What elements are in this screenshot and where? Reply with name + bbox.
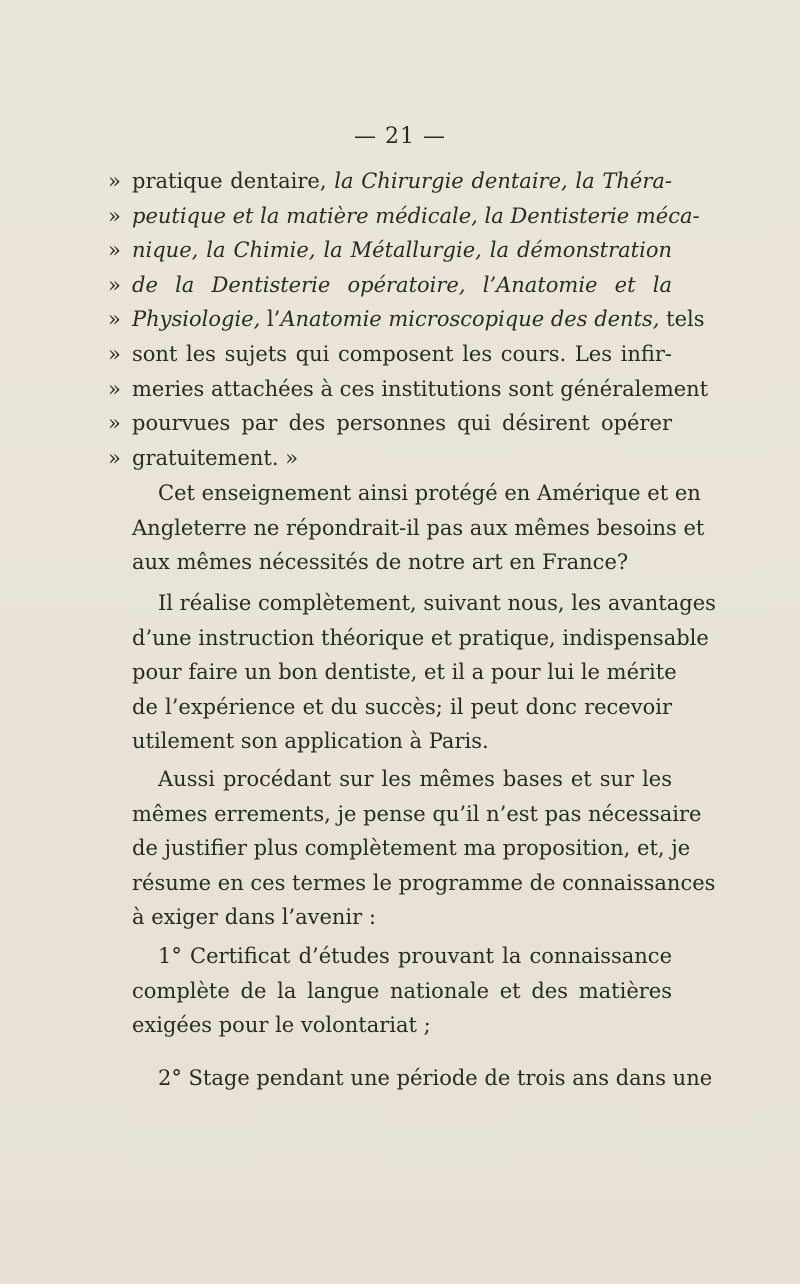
paragraph-line: pour faire un bon dentiste, et il a pour lui le mérite [132, 660, 677, 685]
paragraph-line: résume en ces termes le programme de connaissances [132, 870, 716, 895]
quote-line [108, 270, 672, 300]
paragraph-line: Angleterre ne répondrait-il pas aux mêmes besoins et [132, 515, 705, 540]
italic-title: Physiologie, [132, 307, 267, 332]
quote-mark: » [108, 411, 121, 436]
paragraph-line: utilement son application à Paris. [132, 729, 489, 754]
paragraph-line: d’une instruction théorique et pratique, indispensable [132, 625, 709, 650]
quote-line: » pratique dentaire, la Chirurgie dentaire, la Théra- [132, 166, 672, 196]
quote-line: » sont les sujets qui composent les cours. Les infir- [132, 339, 672, 369]
italic-title: peutique et la matière médicale, la Dentisterie méca- [132, 203, 700, 228]
quote-line: » pourvues par des personnes qui désirent opérer [132, 408, 672, 438]
paragraph-line: de justifier plus complètement ma proposition, et, je [132, 836, 691, 861]
paragraph-line: 2° Stage pendant une période de trois ans dans une [158, 1066, 713, 1090]
paragraph-line: exigées pour le volontariat ; [132, 1013, 431, 1038]
quote-line [108, 235, 672, 265]
quote-mark: » [108, 307, 121, 332]
italic-title: de la Dentisterie opératoire, l’Anatomie et la [132, 272, 672, 297]
quote-line: » Physiologie, l’Anatomie microscopique des dents, tels [132, 304, 672, 334]
italic-title: nique, la Chimie, la Métallurgie, la démonstration [132, 238, 672, 263]
paragraph-line: Il réalise complètement, suivant nous, les avantages [158, 591, 716, 615]
quote-line: » meries attachées à ces institutions sont généralement [132, 374, 672, 404]
quote-mark: » [108, 342, 121, 366]
quote-mark: » [108, 445, 121, 470]
quote-mark: » [108, 169, 121, 193]
paragraph-line: complète de la langue nationale et des matières [132, 978, 672, 1003]
paragraph-line: Aussi procédant sur les mêmes bases et sur les [158, 767, 672, 791]
paragraph-line: aux mêmes nécessités de notre art en France? [132, 550, 629, 575]
paragraph-line: à exiger dans l’avenir : [132, 905, 376, 930]
quote-mark: » [108, 376, 121, 401]
paragraph-line: 1° Certificat d’études prouvant la connaissance [158, 944, 672, 968]
paragraph-line: mêmes errements, je pense qu’il n’est pas nécessaire [132, 801, 702, 826]
italic-title: la Chirurgie dentaire, la Théra- [334, 169, 672, 193]
quote-mark: » [108, 203, 121, 228]
quote-mark: » [108, 238, 121, 263]
paragraph-line: de l’expérience et du succès; il peut donc recevoir [132, 694, 672, 719]
quote-line: » gratuitement. » [132, 443, 672, 473]
italic-title: Anatomie microscopique des dents, [280, 307, 667, 332]
page-number: — 21 — [354, 124, 446, 149]
quote-line [108, 201, 700, 231]
quote-mark: » [108, 272, 121, 297]
paragraph-line: Cet enseignement ainsi protégé en Amérique et en [158, 481, 701, 505]
